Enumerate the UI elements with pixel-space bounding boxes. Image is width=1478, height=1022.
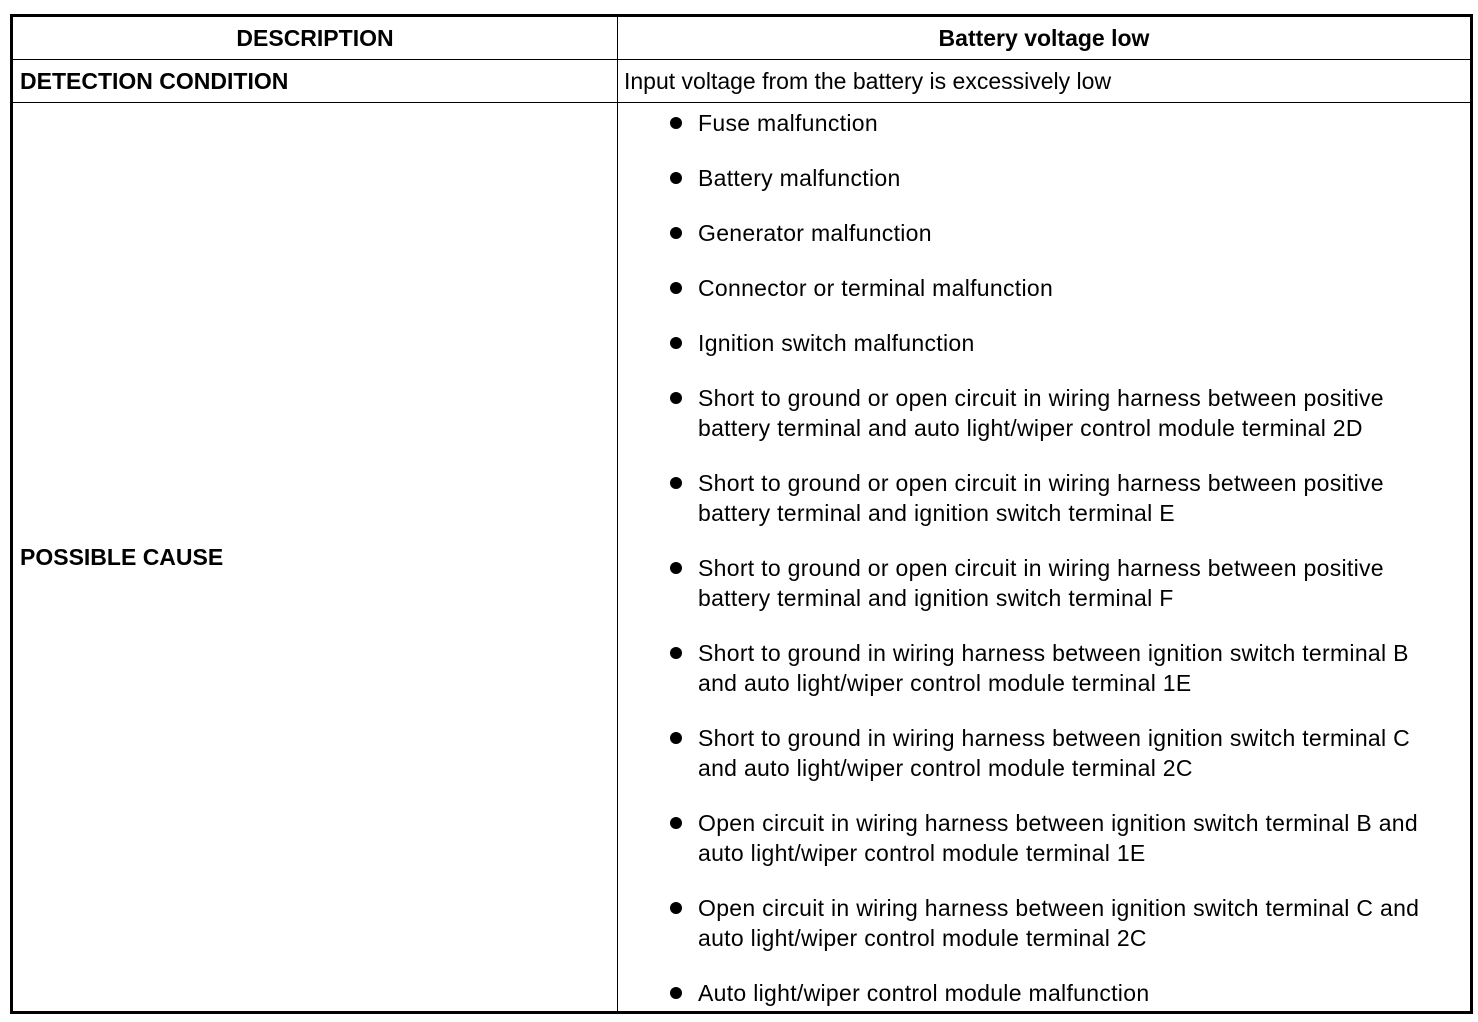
detection-condition-row: [12, 60, 1472, 103]
list-item: [618, 163, 1470, 193]
cause-text: Connector or terminal malfunction: [698, 275, 1054, 301]
bullet-icon: [670, 817, 682, 829]
bullet-icon: [670, 647, 682, 659]
bullet-icon: [670, 987, 682, 999]
detection-condition-value: Input voltage from the battery is excessively low: [618, 60, 1472, 103]
list-item: [618, 553, 1470, 613]
table-header-row: [12, 16, 1472, 60]
list-item: [618, 723, 1470, 783]
cause-text: Battery malfunction: [698, 165, 901, 191]
list-item: [618, 218, 1470, 248]
cause-text: Ignition switch malfunction: [698, 330, 975, 356]
possible-cause-cell: [618, 103, 1472, 1013]
cause-text: Short to ground or open circuit in wiring harness between positive battery terminal and ignition switch terminal E: [698, 470, 1384, 526]
bullet-icon: [670, 282, 682, 294]
bullet-icon: [670, 172, 682, 184]
possible-cause-row: [12, 103, 1472, 1013]
list-item: [618, 328, 1470, 358]
list-item: [618, 273, 1470, 303]
cause-text: Open circuit in wiring harness between ignition switch terminal C and auto light/wiper control module terminal 2C: [698, 895, 1420, 951]
bullet-icon: [670, 337, 682, 349]
header-title: Battery voltage low: [618, 16, 1472, 60]
list-item: [618, 108, 1470, 138]
diagnostic-table: [10, 14, 1473, 1014]
cause-text: Short to ground or open circuit in wiring harness between positive battery terminal and ignition switch terminal F: [698, 555, 1384, 611]
bullet-icon: [670, 117, 682, 129]
header-description: DESCRIPTION: [12, 16, 618, 60]
list-item: [618, 638, 1470, 698]
list-item: [618, 978, 1470, 1008]
cause-text: Open circuit in wiring harness between ignition switch terminal B and auto light/wiper control module terminal 1E: [698, 810, 1418, 866]
cause-text: Fuse malfunction: [698, 110, 878, 136]
bullet-icon: [670, 392, 682, 404]
possible-cause-label: POSSIBLE CAUSE: [12, 103, 618, 1013]
list-item: [618, 468, 1470, 528]
bullet-icon: [670, 902, 682, 914]
possible-cause-list: [618, 103, 1470, 1008]
list-item: [618, 383, 1470, 443]
list-item: [618, 893, 1470, 953]
bullet-icon: [670, 227, 682, 239]
list-item: [618, 808, 1470, 868]
cause-text: Generator malfunction: [698, 220, 932, 246]
cause-text: Auto light/wiper control module malfunction: [698, 980, 1150, 1006]
bullet-icon: [670, 477, 682, 489]
detection-condition-label: DETECTION CONDITION: [12, 60, 618, 103]
cause-text: Short to ground or open circuit in wiring harness between positive battery terminal and auto light/wiper control module terminal 2D: [698, 385, 1384, 441]
bullet-icon: [670, 562, 682, 574]
bullet-icon: [670, 732, 682, 744]
cause-text: Short to ground in wiring harness between ignition switch terminal B and auto light/wiper control module terminal 1E: [698, 640, 1409, 696]
cause-text: Short to ground in wiring harness between ignition switch terminal C and auto light/wiper control module terminal 2C: [698, 725, 1411, 781]
